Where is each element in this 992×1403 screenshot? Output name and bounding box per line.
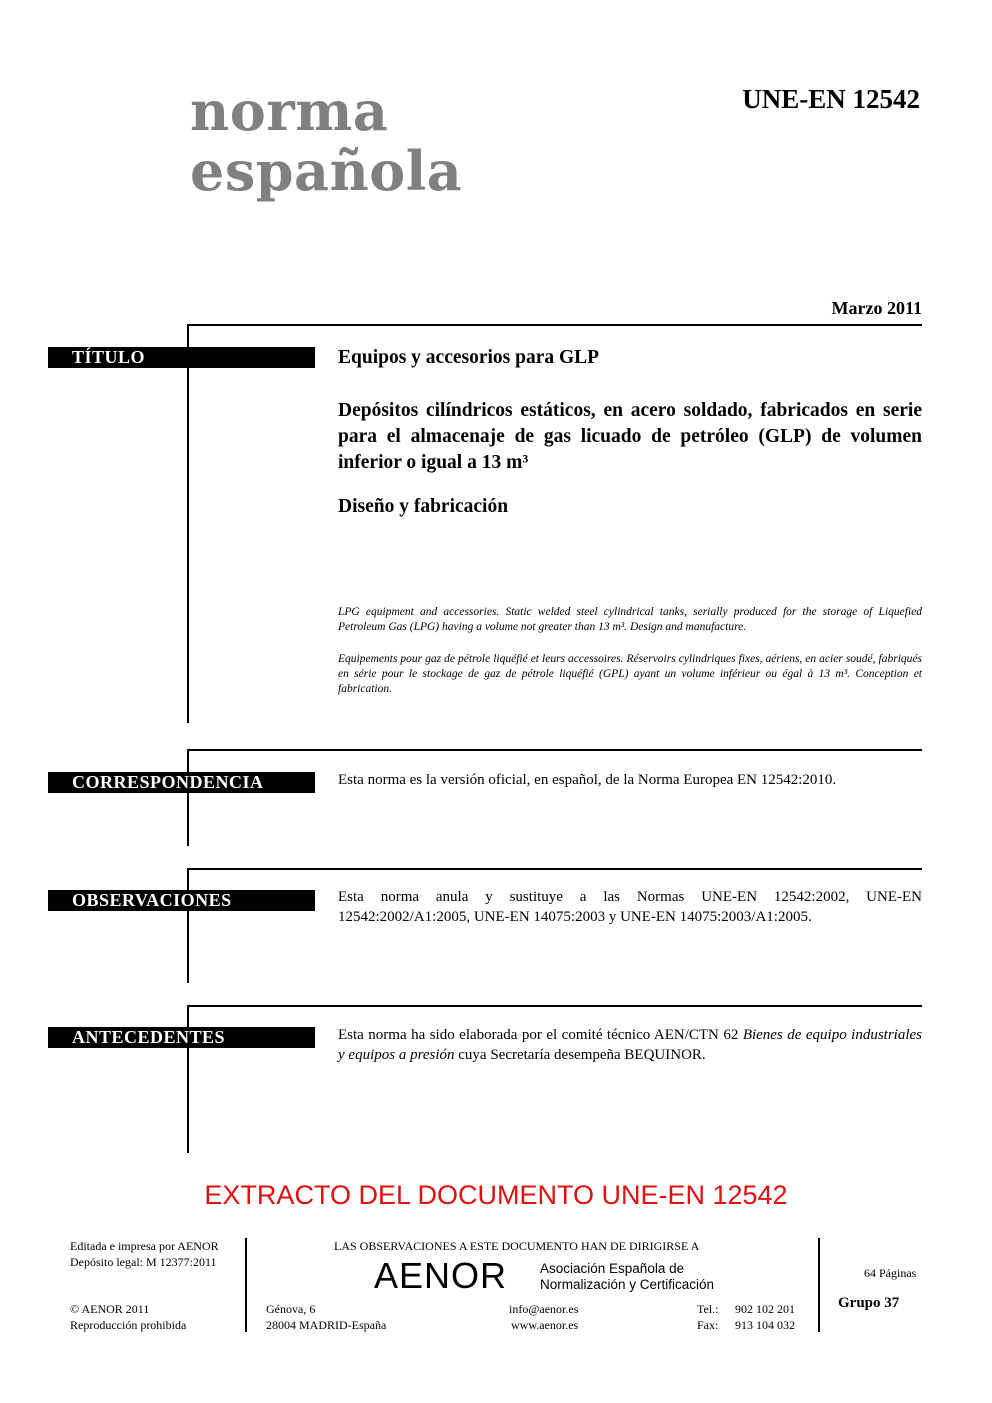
footer-fax-label: Fax: [697, 1318, 719, 1332]
title-secondary: Depósitos cilíndricos estáticos, en acero soldado, fabricados en serie para el almacenaje de gas licuado de petróleo (GLP) de volumen inferior o igual a 13 m³ [338, 400, 922, 473]
standard-code: UNE-EN 12542 [742, 84, 920, 114]
footer-tel-label: Tel.: [697, 1302, 719, 1316]
aenor-full-name [540, 1261, 714, 1293]
aenor-name-line1: Asociación Española de [540, 1261, 685, 1276]
observaciones-label: OBSERVACIONES [48, 890, 315, 911]
footer-fax: 913 104 032 [735, 1318, 795, 1332]
titulo-vertical-rule [187, 324, 189, 723]
title-english: LPG equipment and accessories. Static welded steel cylindrical tanks, serially produced for the storage of Liquefied Petroleum Gas (LPG) having a volume not greater than 13 m³. Design and manufacture. [338, 606, 922, 633]
observaciones-rule [187, 868, 922, 870]
footer-address-city: 28004 MADRID-España [266, 1318, 387, 1332]
extract-banner: EXTRACTO DEL DOCUMENTO UNE-EN 12542 [204, 1180, 788, 1210]
antecedentes-committee-name: Bienes de equipo industriales y equipos a presión [338, 1027, 923, 1063]
publication-date: Marzo 2011 [831, 298, 922, 318]
footer-legal-deposit: Depósito legal: M 12377:2011 [70, 1255, 217, 1269]
footer-address-street: Génova, 6 [266, 1302, 316, 1316]
correspondencia-label: CORRESPONDENCIA [48, 772, 315, 793]
antecedentes-label: ANTECEDENTES [48, 1027, 315, 1048]
aenor-logo: AENOR [374, 1255, 508, 1296]
antecedentes-text-end: cuya Secretaría desempeña BEQUINOR. [454, 1047, 706, 1063]
footer-tel: 902 102 201 [735, 1302, 795, 1316]
footer-reproduction: Reproducción prohibida [70, 1318, 187, 1332]
brand-line-norma: norma [190, 79, 389, 143]
title-tertiary: Diseño y fabricación [338, 496, 509, 517]
correspondencia-rule [187, 749, 922, 751]
footer-email[interactable]: info@aenor.es [509, 1302, 579, 1316]
footer-copyright: © AENOR 2011 [70, 1302, 150, 1316]
footer-divider-left [245, 1238, 247, 1332]
footer-observations-notice: LAS OBSERVACIONES A ESTE DOCUMENTO HAN DE DIRIGIRSE A [334, 1239, 700, 1253]
observaciones-vertical-rule [187, 868, 189, 983]
titulo-label: TÍTULO [48, 347, 315, 368]
antecedentes-rule [187, 1005, 922, 1007]
observaciones-text: Esta norma anula y sustituye a las Normas UNE-EN 12542:2002, UNE-EN 12542:2002/A1:2005, UNE-EN 14075:2003 y UNE-EN 14075:2003/A1:2005. [338, 889, 922, 925]
brand-line-espanola: española [190, 139, 463, 203]
antecedentes-text-start: Esta norma ha sido elaborada por el comité técnico AEN/CTN 62 [338, 1027, 743, 1043]
footer-website[interactable]: www.aenor.es [511, 1318, 579, 1332]
title-primary: Equipos y accesorios para GLP [338, 347, 600, 368]
footer-divider-right [818, 1238, 820, 1332]
correspondencia-vertical-rule [187, 749, 189, 846]
antecedentes-text [338, 1025, 922, 1065]
footer-page-count: 64 Páginas [864, 1266, 917, 1280]
footer-price-group: Grupo 37 [838, 1295, 900, 1311]
title-french: Equipements pour gaz de pétrole liquéfié et leurs accessoires. Réservoirs cylindriques fixes, aériens, en acier soudé, fabriqués en série pour le stockage de gaz de pétrole liquéfié (GPL) ayant un volume inférieur ou égal à 13 m³. Conception et fabrication. [338, 653, 922, 695]
aenor-name-line2: Normalización y Certificación [540, 1277, 715, 1292]
footer-edited: Editada e impresa por AENOR [70, 1239, 219, 1253]
correspondencia-text: Esta norma es la versión oficial, en español, de la Norma Europea EN 12542:2010. [338, 772, 837, 788]
titulo-rule [187, 324, 922, 326]
